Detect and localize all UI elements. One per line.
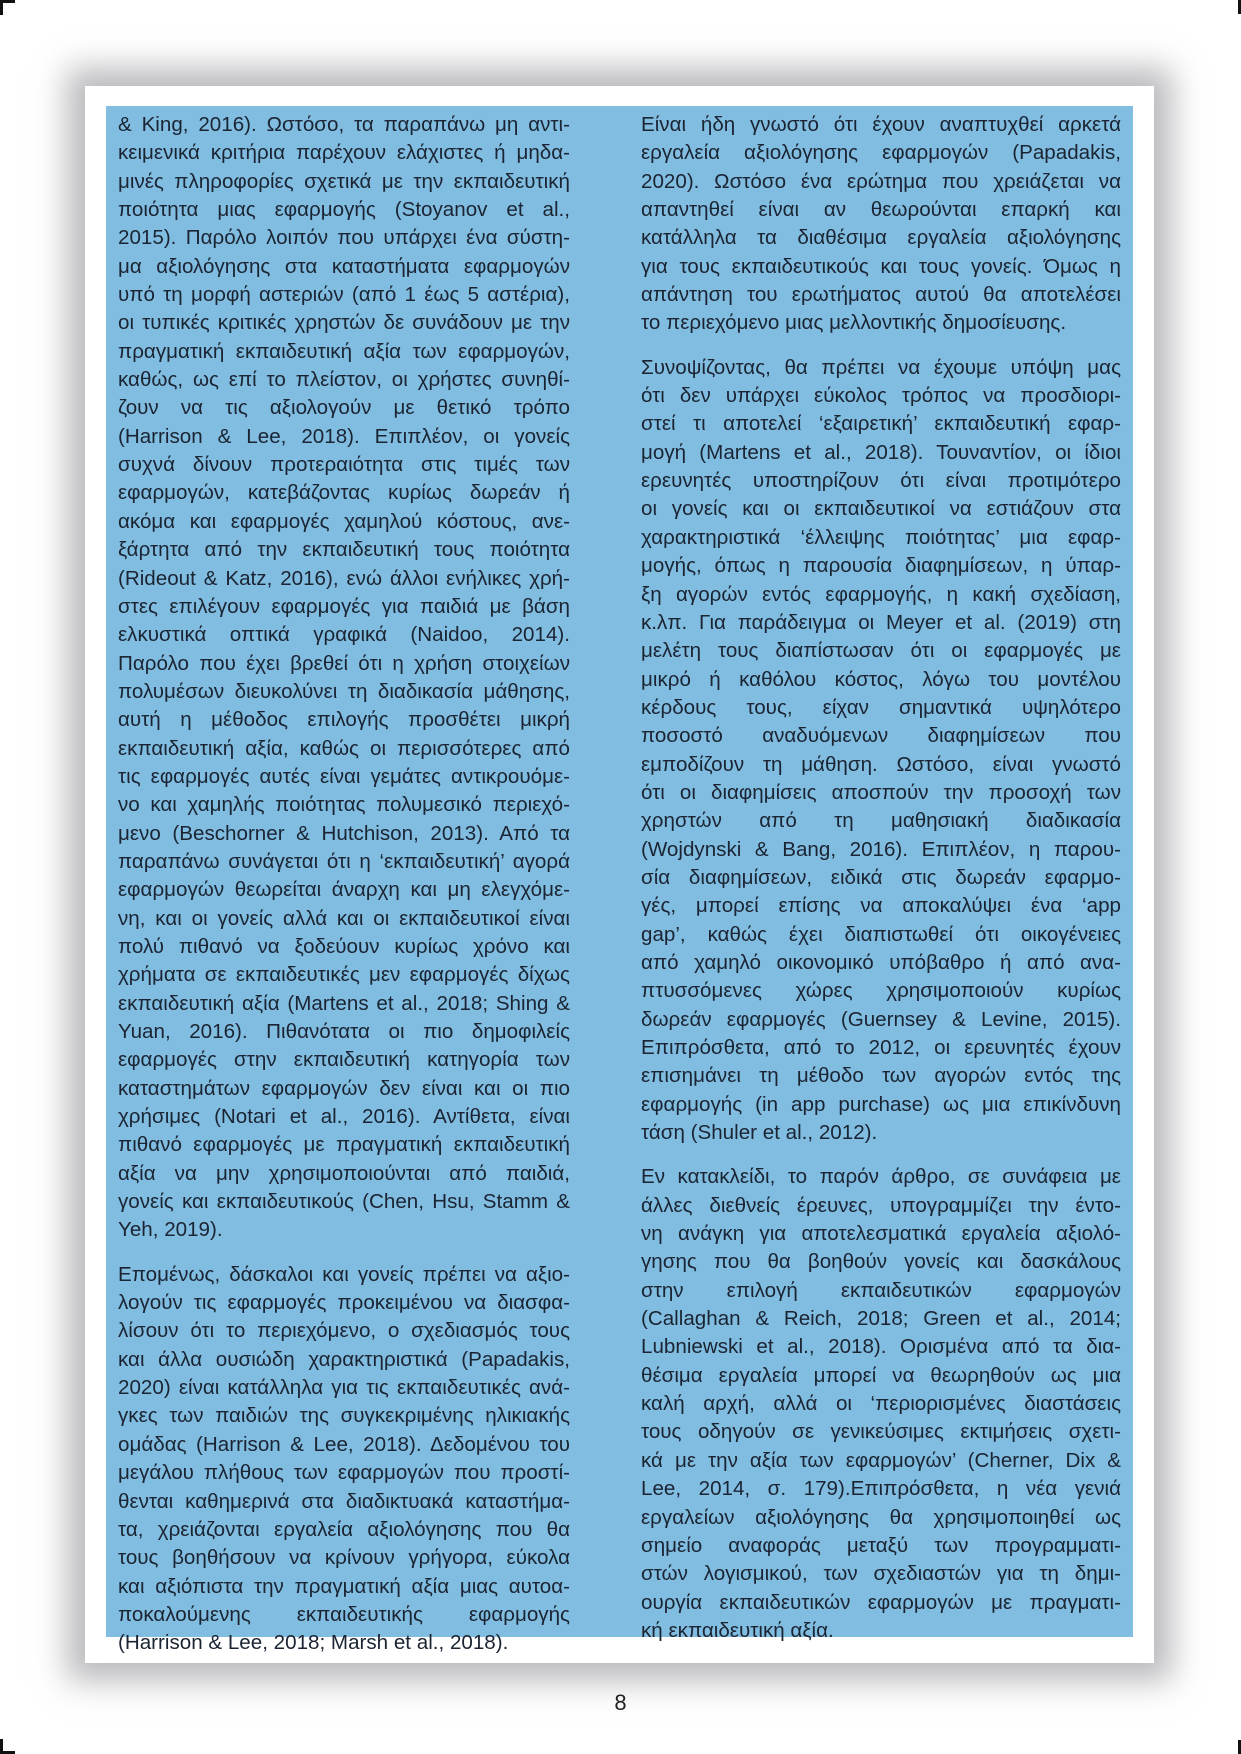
text-line: καταστημάτων εφαρμογών δεν είναι και οι πιο <box>118 1076 570 1100</box>
text-line: άλλες διεθνείς έρευνες, υπογραμμίζει την έντο- <box>641 1193 1121 1217</box>
text-line: απάντηση του ερωτήματος αυτού θα αποτελέσει <box>641 283 1121 307</box>
right-column <box>641 111 1121 1661</box>
text-line: Yuan, 2016). Πιθανότατα οι πιο δημοφιλείς <box>118 1020 570 1043</box>
text-line: γκες των παιδιών της συγκεκριμένης ηλικιακής <box>118 1404 570 1428</box>
text-line: ακόμα και εφαρμογές χαμηλού κόστους, ανε- <box>118 509 570 533</box>
text-line: νη, και οι γονείς αλλά και οι εκπαιδευτικοί είναι <box>118 906 570 930</box>
text-line: τα, χρειάζονται εργαλεία αξιολόγησης που θα <box>118 1517 570 1541</box>
text-line: ερευνητές υποστηρίζουν ότι είναι προτιμότερο <box>641 469 1121 493</box>
text-line: δωρεάν εφαρμογές (Guernsey & Levine, 2015). <box>641 1007 1121 1031</box>
text-line: νο και χαμηλής ποιότητας πολυμεσικό περιεχό- <box>118 793 570 817</box>
text-line: τις εφαρμογές αυτές είναι γεμάτες αντικρουόμε- <box>118 764 570 788</box>
crop-mark-bottom-right <box>1234 1740 1241 1754</box>
text-line: ότι δεν υπάρχει εύκολος τρόπος να προσδιορι- <box>641 384 1121 408</box>
text-line: & King, 2016). Ωστόσο, τα παραπάνω μη αντι- <box>118 113 570 136</box>
text-line: από χαμηλό οικονομικό υπόβαθρο ή από ανα- <box>641 950 1121 974</box>
text-line: γονείς και εκπαιδευτικούς (Chen, Hsu, Stamm & <box>118 1190 570 1214</box>
text-line: εκπαιδευτική αξία (Martens et al., 2018; Shing & <box>118 991 570 1015</box>
text-line: εφαρμογών, κατεβάζοντας κυρίως δωρεάν ή <box>118 481 570 505</box>
text-line: ελκυστικά οπτικά γραφικά (Naidoo, 2014). <box>118 623 570 647</box>
text-line: στην επιλογή εκπαιδευτικών εφαρμογών <box>641 1278 1121 1302</box>
text-line: εργαλεία αξιολόγησης εφαρμογών (Papadakis, <box>641 141 1121 165</box>
text-line: το περιεχόμενο μιας μελλοντικής δημοσίευσης. <box>641 311 1067 335</box>
text-line: εκπαιδευτική αξία, καθώς οι περισσότερες από <box>118 736 570 760</box>
text-line: κά με την αξία των εφαρμογών’ (Cherner, Dix & <box>641 1448 1121 1472</box>
text-line: χρηστών από τη μαθησιακή διαδικασία <box>641 809 1121 833</box>
text-line: απαντηθεί είναι αν θεωρούνται επαρκή και <box>641 198 1121 222</box>
text-line: μενο (Beschorner & Hutchison, 2013). Από τα <box>118 821 570 845</box>
page-number: 8 <box>614 1690 627 1715</box>
paragraph <box>118 1261 570 1658</box>
text-line: χαρακτηριστικά ‘έλλειψης ποιότητας’ μια εφαρ- <box>641 525 1121 549</box>
text-line: αυτή η μέθοδος επιλογής προσθέτει μικρή <box>118 708 570 732</box>
text-line: αξία να μην χρησιμοποιούνται από παιδιά, <box>118 1161 570 1185</box>
paragraph <box>641 1163 1121 1645</box>
crop-mark-top-right <box>1234 0 1241 14</box>
text-line: χρήσιμες (Notari et al., 2016). Αντίθετα, είναι <box>118 1105 570 1129</box>
text-line: (Harrison & Lee, 2018; Marsh et al., 2018). <box>118 1631 509 1655</box>
text-line: gap’, καθώς έχει διαπιστωθεί ότι οικογένειες <box>641 922 1121 946</box>
text-line: ποιότητα μιας εφαρμογής (Stoyanov et al., <box>118 198 570 222</box>
text-line: ζουν να τις αξιολογούν με θετικό τρόπο <box>118 396 570 420</box>
text-line: μεγάλου πλήθους των εφαρμογών που προστί- <box>118 1461 570 1485</box>
left-column <box>118 111 570 1674</box>
text-line: μελέτη τους διαπίστωσαν ότι οι εφαρμογές με <box>641 639 1121 663</box>
text-line: εμποδίζουν τη μάθηση. Ωστόσο, είναι γνωστό <box>641 752 1121 776</box>
text-line: οι γονείς και οι εκπαιδευτικοί να εστιάζουν στα <box>641 497 1121 521</box>
text-line: 2015). Παρόλο λοιπόν που υπάρχει ένα σύστη- <box>118 226 570 250</box>
text-line: πολύ πιθανό να ξοδεύουν κυρίως χρόνο και <box>118 934 570 958</box>
text-line: στες επιλέγουν εφαρμογές για παιδιά με βάση <box>118 594 570 618</box>
text-line: για τους εκπαιδευτικούς και τους γονείς. Όμως η <box>641 254 1121 278</box>
text-line: πτυσσόμενες χώρες χρησιμοποιούν κυρίως <box>641 979 1121 1003</box>
text-line: και αξιόπιστα την πραγματική αξία μιας αυτοα- <box>118 1574 570 1598</box>
text-line: Lubniewski et al., 2018). Ορισμένα από τα δια- <box>641 1335 1121 1359</box>
text-line: παραπάνω συνάγεται ότι η ‘εκπαιδευτική’ αγορά <box>118 849 570 873</box>
text-line: κειμενικά κριτήρια παρέχουν ελάχιστες ή μηδα- <box>118 141 570 165</box>
text-line: και άλλα ουσιώδη χαρακτηριστικά (Papadakis, <box>118 1347 570 1371</box>
text-line: μικρό ή καθόλου κόστος, λόγω του μοντέλου <box>641 667 1121 691</box>
text-line: Επομένως, δάσκαλοι και γονείς πρέπει να αξιο- <box>118 1262 570 1286</box>
text-line: καλή αρχή, αλλά οι ‘περιορισμένες διαστάσεις <box>641 1392 1121 1416</box>
text-line: εφαρμογών θεωρείται άναρχη και μη ελεγχόμε- <box>118 878 570 902</box>
text-line: χρήματα σε εκπαιδευτικές μεν εφαρμογές δίχως <box>118 963 570 987</box>
text-line: ποσοστό αναδυόμενων διαφημίσεων που <box>641 724 1121 748</box>
text-line: εφαρμογής (in app purchase) ως μια επικίνδυνη <box>641 1092 1121 1116</box>
text-line: υπό τη μορφή αστεριών (από 1 έως 5 αστέρια), <box>118 283 570 307</box>
text-line: οι τυπικές κριτικές χρηστών δε συνάδουν με την <box>118 311 570 335</box>
text-line: πραγματική εκπαιδευτική αξία των εφαρμογών, <box>118 339 570 363</box>
text-line: κή εκπαιδευτική αξία. <box>641 1618 834 1642</box>
text-line: σία διαφημίσεων, ειδικά στις δωρεάν εφαρμο- <box>641 865 1121 889</box>
text-line: 2020). Ωστόσο ένα ερώτημα που χρειάζεται να <box>641 169 1121 193</box>
text-line: κατάλληλα τα διαθέσιμα εργαλεία αξιολόγησης <box>641 226 1121 250</box>
text-line: (Rideout & Katz, 2016), ενώ άλλοι ενήλικες χρή- <box>118 566 570 590</box>
text-line: γησης που θα βοηθούν γονείς και δασκάλους <box>641 1250 1121 1274</box>
text-line: (Callaghan & Reich, 2018; Green et al., 2014; <box>641 1307 1121 1331</box>
text-line: συχνά δίνουν προτεραιότητα στις τιμές των <box>118 453 570 477</box>
paragraph <box>641 111 1121 338</box>
text-line: στεί τι αποτελεί ‘εξαιρετική’ εκπαιδευτική εφαρ- <box>641 412 1121 436</box>
text-line: Lee, 2014, σ. 179).Επιπρόσθετα, η νέα γενιά <box>641 1477 1121 1501</box>
text-line: Εν κατακλείδι, το παρόν άρθρο, σε συνάφεια με <box>641 1165 1121 1189</box>
text-line: λίσουν ότι το περιεχόμενο, ο σχεδιασμός τους <box>118 1319 570 1343</box>
text-line: επισημάνει τη μέθοδο των αγορών εντός της <box>641 1064 1121 1088</box>
text-line: Επιπρόσθετα, από το 2012, οι ερευνητές έχουν <box>641 1036 1121 1059</box>
text-line: (Wojdynski & Bang, 2016). Επιπλέον, η παρου- <box>641 837 1121 861</box>
text-line: 2020) είναι κατάλληλα για τις εκπαιδευτικές ανά- <box>118 1376 570 1400</box>
text-line: ξάρτητα από την εκπαιδευτική τους ποιότητα <box>118 538 570 562</box>
text-line: εργαλείων αξιολόγησης θα χρησιμοποιηθεί ως <box>641 1505 1121 1529</box>
text-line: Παρόλο που έχει βρεθεί ότι η χρήση στοιχείων <box>118 651 570 675</box>
text-line: γές, μπορεί επίσης να αποκαλύψει ένα ‘app <box>641 894 1121 918</box>
text-line: μογή (Martens et al., 2018). Τουναντίον, οι ίδιοι <box>641 440 1121 464</box>
text-line: νη ανάγκη για αποτελεσματικά εργαλεία αξιολό- <box>641 1222 1121 1246</box>
text-line: (Harrison & Lee, 2018). Επιπλέον, οι γονείς <box>118 424 570 448</box>
text-line: ομάδας (Harrison & Lee, 2018). Δεδομένου του <box>118 1432 570 1456</box>
text-line: λογούν τις εφαρμογές προκειμένου να διασφα- <box>118 1291 570 1315</box>
text-line: σημείο αναφοράς μεταξύ των προγραμματι- <box>641 1533 1121 1557</box>
text-line: ξη αγορών εντός εφαρμογής, η κακή σχεδίαση, <box>641 582 1121 606</box>
text-line: καθώς, ως επί το πλείστον, οι χρήστες συνηθί- <box>118 368 570 392</box>
text-line: τους βοηθήσουν να κρίνουν γρήγορα, εύκολα <box>118 1546 570 1570</box>
text-line: μογής, όπως η παρουσία διαφημίσεων, η ύπαρ- <box>641 554 1121 578</box>
text-line: θέσιμα εργαλεία μπορεί να θεωρηθούν ως μια <box>641 1363 1121 1387</box>
text-line: θενται καθημερινά στα διαδικτυακά καταστήμα- <box>118 1489 570 1513</box>
text-line: μινές πληροφορίες σχετικά με την εκπαιδευτική <box>118 169 570 193</box>
text-line: ποκαλούμενης εκπαιδευτικής εφαρμογής <box>118 1602 570 1626</box>
text-line: πολυμέσων διευκολύνει τη διαδικασία μάθησης, <box>118 679 570 703</box>
text-line: στών λογισμικού, των σχεδιαστών για τη δημι- <box>641 1562 1121 1586</box>
text-line: Yeh, 2019). <box>118 1218 223 1242</box>
text-line: ουργία εκπαιδευτικών εφαρμογών με πραγματι- <box>641 1590 1121 1614</box>
text-line: μα αξιολόγησης στα καταστήματα εφαρμογών <box>118 254 570 278</box>
text-line: τους οδηγούν σε γενικεύσιμες εκτιμήσεις σχετι- <box>641 1420 1121 1444</box>
text-line: κ.λπ. Για παράδειγμα οι Meyer et al. (2019) στη <box>641 610 1121 634</box>
text-line: τάση (Shuler et al., 2012). <box>641 1121 878 1145</box>
text-line: ότι οι διαφημίσεις αποσπούν την προσοχή των <box>641 780 1121 804</box>
crop-mark-top-left <box>0 0 15 15</box>
paragraph <box>118 111 570 1245</box>
text-line: κέρδους τους, είχαν σημαντικά υψηλότερο <box>641 695 1121 719</box>
text-line: Συνοψίζοντας, θα πρέπει να έχουμε υπόψη μας <box>641 355 1121 379</box>
text-line: Είναι ήδη γνωστό ότι έχουν αναπτυχθεί αρκετά <box>641 113 1121 136</box>
text-line: πιθανό εφαρμογές με πραγματική εκπαιδευτική <box>118 1133 570 1157</box>
text-line: εφαρμογές στην εκπαιδευτική κατηγορία των <box>118 1048 570 1072</box>
crop-mark-bottom-left <box>0 1739 15 1754</box>
paragraph <box>641 354 1121 1148</box>
